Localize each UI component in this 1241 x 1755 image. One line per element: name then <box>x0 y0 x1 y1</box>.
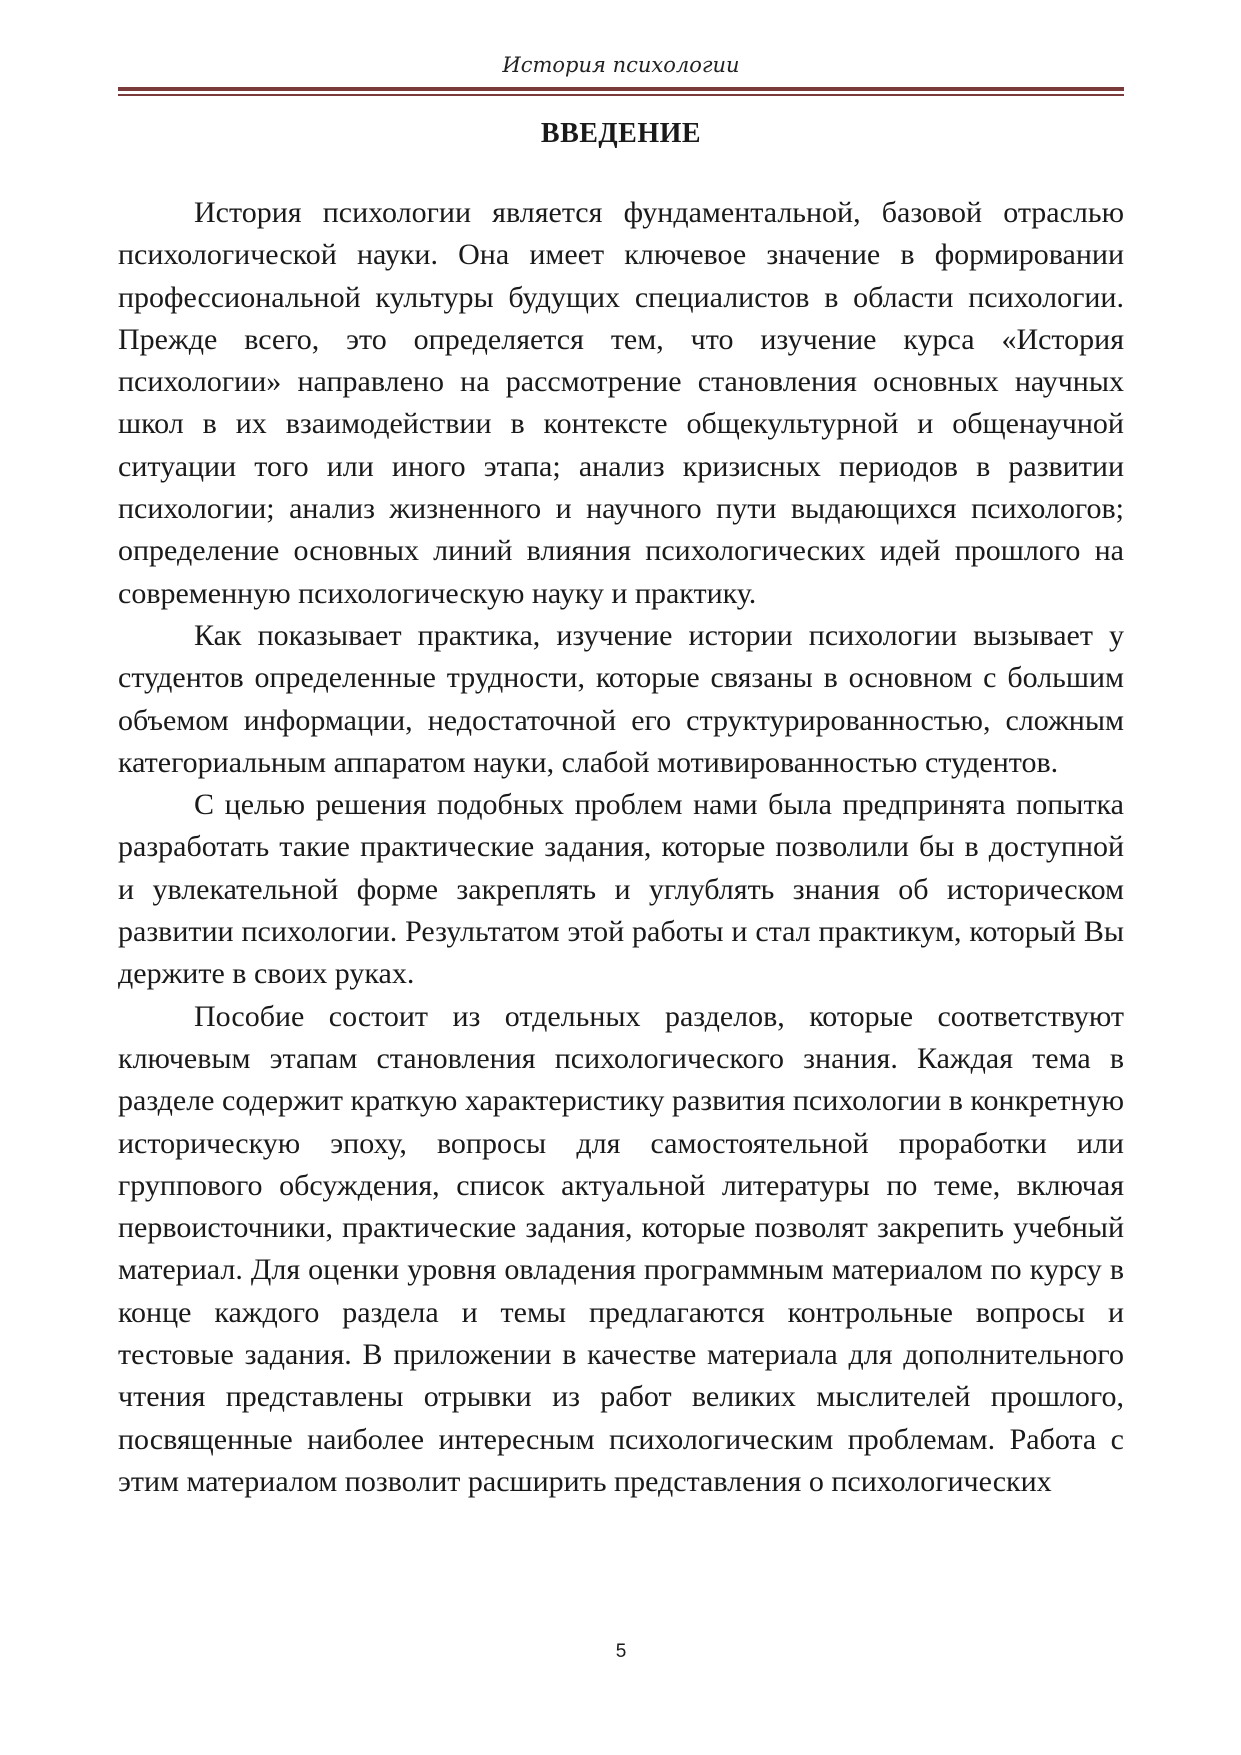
section-heading: ВВЕДЕНИЕ <box>540 118 702 149</box>
page-number: 5 <box>615 1641 627 1662</box>
running-header-title: История психологии <box>502 53 740 77</box>
paragraph-3: С целью решения подобных проблем нами была предпринята попытка разработать такие практические задания, которые позволили бы в доступной и увлекательной форме закреплять и углублять знания об историческом развитии психологии. Результатом этой работы и стал практикум, который Вы держите в своих руках. <box>118 788 1124 991</box>
paragraph-1: История психологии является фундаментальной, базовой отраслью психологической науки. Она имеет ключевое значение в формировании профессиональной культуры будущих специалистов в области психологии. Прежде всего, это определяется тем, что изучение курса «История психологии» направлено на рассмотрение становления основных научных школ в их взаимодействии в контексте общекультурной и общенаучной ситуации того или иного этапа; анализ кризисных периодов в развитии психологии; анализ жизненного и научного пути выдающихся психологов; определение основных линий влияния психологических идей прошлого на современную психологическую науку и практику. <box>118 196 1124 610</box>
header-rule-thick <box>118 87 1124 91</box>
paragraph-4: Пособие состоит из отдельных разделов, которые соответствуют ключевым этапам становления психологического знания. Каждая тема в разделе содержит краткую характеристику развития психологии в конкретную историческую эпоху, вопросы для самостоятельной проработки или группового обсуждения, список актуальной литературы по теме, включая первоисточники, практические задания, которые позволят закрепить учебный материал. Для оценки уровня овладения программным материалом по курсу в конце каждого раздела и темы предлагаются контрольные вопросы и тестовые задания. В приложении в качестве материала для дополнительного чтения представлены отрывки из работ великих мыслителей прошлого, посвященные наиболее интересным психологическим проблемам. Работа с этим материалом позволит расширить представления о психологических <box>118 999 1124 1498</box>
paragraph-2: Как показывает практика, изучение истории психологии вызывает у студентов определенные трудности, которые связаны в основном с большим объемом информации, недостаточной его структурированностью, сложным категориальным аппаратом науки, слабой мотивированностью студентов. <box>118 618 1124 779</box>
body-text <box>118 192 1124 1503</box>
header-rule-thin <box>118 94 1124 96</box>
